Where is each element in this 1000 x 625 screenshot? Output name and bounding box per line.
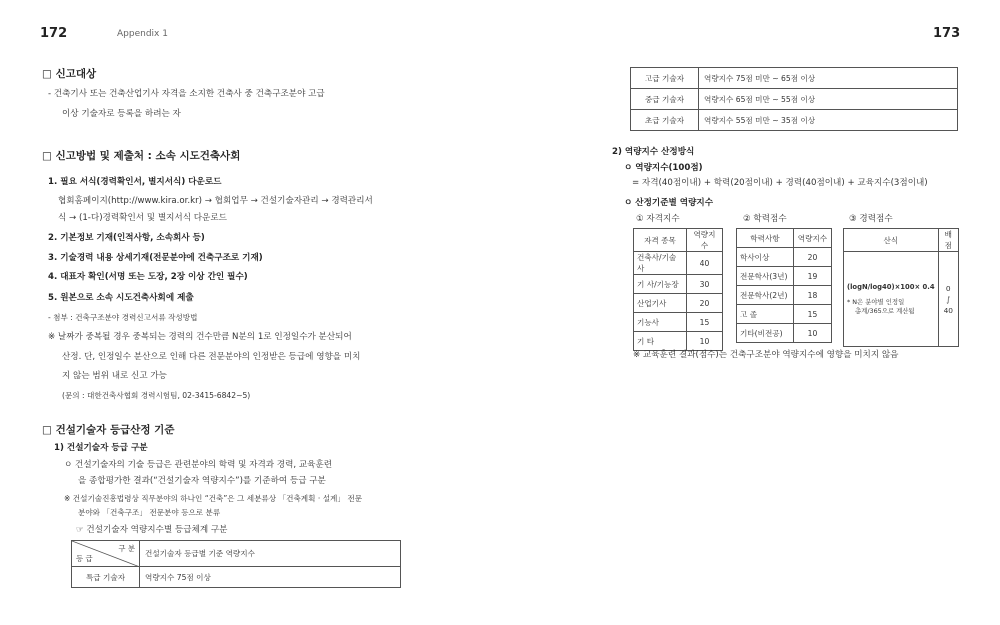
score-max: 40 xyxy=(943,305,953,315)
table-cell: 역량지수 65점 미만 ~ 55점 이상 xyxy=(699,89,958,110)
section-heading-grade: □ 건설기술자 등급산정 기준 xyxy=(42,424,175,436)
table-cell: 20 xyxy=(793,248,831,267)
page-number: 173 xyxy=(933,26,961,41)
table-cell: 역량지수 55점 미만 ~ 35점 이상 xyxy=(699,110,958,131)
table-cell: 전문학사(3년) xyxy=(737,267,794,286)
table-cell: 산업기사 xyxy=(634,294,687,313)
table-cell: 15 xyxy=(686,313,722,332)
corner-cell xyxy=(72,541,140,567)
body-text-line: 을 종합평가한 결과(“건설기술자 역량지수”)를 기준하여 등급 구분 xyxy=(78,476,326,486)
table-cell: 역량지수 75점 이상 xyxy=(140,567,401,588)
table-row xyxy=(72,567,401,588)
table-row xyxy=(634,332,723,351)
list-item: 지 않는 범위 내로 신고 가능 xyxy=(62,371,167,381)
score-cell xyxy=(938,252,958,347)
experience-table xyxy=(843,228,959,347)
table-header: 배점 xyxy=(938,229,958,252)
table-row xyxy=(634,313,723,332)
table-cell: 고급 기술자 xyxy=(631,68,699,89)
target-text-line: 이상 기술자로 등록을 하려는 자 xyxy=(62,109,181,119)
table-row xyxy=(737,248,832,267)
table-row xyxy=(634,252,723,275)
list-item: ※ 날짜가 중복될 경우 중복되는 경력의 건수만큼 N분의 1로 인정일수가 분산되어 xyxy=(48,332,352,342)
table-row xyxy=(737,267,832,286)
table-cell: 40 xyxy=(686,252,722,275)
qualification-table xyxy=(633,228,723,351)
table-cell: 초급 기술자 xyxy=(631,110,699,131)
list-item: 1. 필요 서식(경력확인서, 별지서식) 다운로드 xyxy=(48,177,222,187)
table-row xyxy=(634,294,723,313)
grade-table xyxy=(71,540,401,588)
page-number: 172 xyxy=(40,26,68,41)
table-row xyxy=(631,68,958,89)
body-text-line: ㅇ 산정기준별 역량지수 xyxy=(624,198,713,208)
table-title: ☞ 건설기술자 역량지수별 등급체계 구분 xyxy=(76,525,228,535)
table-header: 산식 xyxy=(844,229,939,252)
table-cell: 기타(비전공) xyxy=(737,324,794,343)
table-cell: 기능사 xyxy=(634,313,687,332)
grade-table-continued xyxy=(630,67,958,131)
score-range-mark: ∫ xyxy=(946,294,951,304)
table-cell: 10 xyxy=(686,332,722,351)
education-title: ② 학력점수 xyxy=(743,214,787,224)
body-text-line: ㅇ 역량지수(100점) xyxy=(624,163,703,173)
table-header: 건설기술자 등급별 기준 역량지수 xyxy=(140,541,401,567)
list-item: 2. 기본정보 기재(인적사항, 소속회사 등) xyxy=(48,233,205,243)
table-header: 자격 종목 xyxy=(634,229,687,252)
note-line: ※ 건설기술진흥법령상 직무분야의 하나인 “건축”은 그 세분류상 「건축계획 · 설계」 전문 xyxy=(64,494,363,503)
body-text-line: ㅇ 건설기술자의 기술 등급은 관련분야의 학력 및 자격과 경력, 교육훈련 xyxy=(64,460,333,470)
table-cell: 19 xyxy=(793,267,831,286)
right-page xyxy=(500,0,1000,625)
table-cell: 전문학사(2년) xyxy=(737,286,794,305)
corner-bottom-label: 등 급 xyxy=(76,554,93,563)
list-item: 4. 대표자 확인(서명 또는 도장, 2장 이상 간인 필수) xyxy=(48,272,248,282)
table-cell: 고 졸 xyxy=(737,305,794,324)
table-header: 역량지수 xyxy=(793,229,831,248)
table-cell: 건축사/기술사 xyxy=(634,252,687,275)
running-head: Appendix 1 xyxy=(117,29,168,39)
target-text-line: - 건축기사 또는 건축산업기사 자격을 소지한 건축사 중 건축구조분야 고급 xyxy=(48,89,325,99)
table-header: 학력사항 xyxy=(737,229,794,248)
list-item: 3. 기술경력 내용 상세기재(전문분야에 건축구조로 기재) xyxy=(48,253,263,263)
note-line: 분야와 「건축구조」 전문분야 등으로 분류 xyxy=(78,508,221,517)
table-cell: 15 xyxy=(793,305,831,324)
list-item: 5. 원본으로 소속 시도건축사회에 제출 xyxy=(48,293,194,303)
table-cell: 기 사/기능장 xyxy=(634,275,687,294)
list-item: - 첨부 : 건축구조분야 경력신고서류 작성방법 xyxy=(48,313,198,322)
table-row xyxy=(737,286,832,305)
formula-note: 총계/365으로 계산됨 xyxy=(855,307,915,315)
sub-heading: 2) 역량지수 산정방식 xyxy=(612,147,695,157)
table-row xyxy=(634,275,723,294)
formula-text: (logN/log40)×100× 0.4 xyxy=(847,283,935,291)
formula-line: = 자격(40점이내) + 학력(20점이내) + 경력(40점이내) + 교육지수(3점이내) xyxy=(632,178,928,188)
table-row xyxy=(737,324,832,343)
table-cell: 기 타 xyxy=(634,332,687,351)
list-item: (문의 : 대한건축사협회 경력시험팀, 02-3415-6842~5) xyxy=(62,391,251,400)
education-table xyxy=(736,228,832,343)
score-min: 0 xyxy=(945,283,951,293)
footer-note: ※ 교육훈련 결과(점수)는 건축구조분야 역량지수에 영향을 미치지 않음 xyxy=(633,350,899,360)
table-row xyxy=(737,305,832,324)
section-heading-target: □ 신고대상 xyxy=(42,68,97,80)
table-row xyxy=(631,110,958,131)
table-cell: 18 xyxy=(793,286,831,305)
table-cell: 20 xyxy=(686,294,722,313)
section-heading-method: □ 신고방법 및 제출처 : 소속 시도건축사회 xyxy=(42,150,241,162)
table-cell: 중급 기술자 xyxy=(631,89,699,110)
table-cell: 10 xyxy=(793,324,831,343)
table-cell: 특급 기술자 xyxy=(72,567,140,588)
table-cell: 역량지수 75점 미만 ~ 65점 이상 xyxy=(699,68,958,89)
corner-top-label: 구 분 xyxy=(118,544,135,553)
sub-heading: 1) 건설기술자 등급 구분 xyxy=(54,443,148,453)
qualification-title: ① 자격지수 xyxy=(636,214,680,224)
table-cell: 30 xyxy=(686,275,722,294)
table-cell: 학사이상 xyxy=(737,248,794,267)
table-header: 역량지수 xyxy=(686,229,722,252)
list-item: 산정. 단, 인정일수 분산으로 인해 다른 전문분야의 인정받은 등급에 영향을 미치 xyxy=(62,352,361,362)
table-row xyxy=(631,89,958,110)
list-item: 식 → (1-다)경력확인서 및 별지서식 다운로드 xyxy=(58,213,227,223)
list-item: 협회홈페이지(http://www.kira.or.kr) → 협회업무 → 건설기술자관리 → 경력관리서 xyxy=(58,196,373,206)
formula-note: * N은 분야별 인정일 xyxy=(847,298,905,306)
formula-cell xyxy=(844,252,939,347)
experience-title: ③ 경력점수 xyxy=(849,214,893,224)
